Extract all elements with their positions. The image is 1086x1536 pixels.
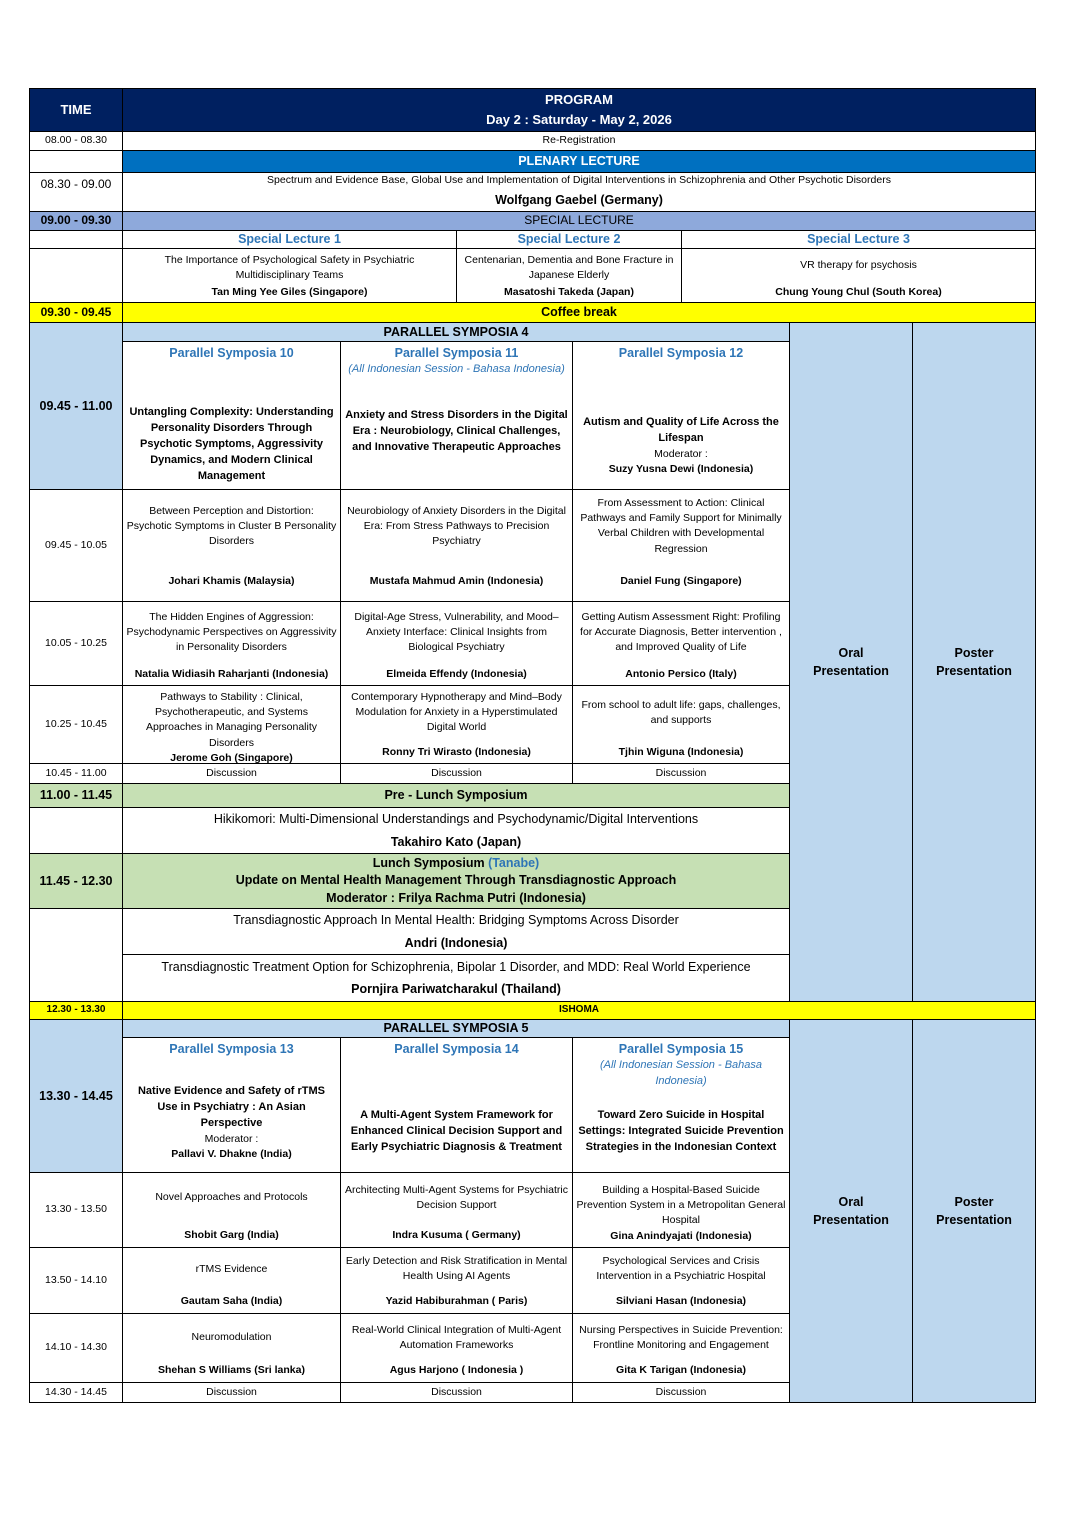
special-lecture-3-name: Special Lecture 3 <box>681 230 1036 249</box>
talk-speaker: Shobit Garg (India) <box>184 1228 279 1241</box>
ishoma-label: ISHOMA <box>122 1001 1036 1020</box>
special-lecture-2-title: Centenarian, Dementia and Bone Fracture in Japanese Elderly <box>464 254 674 282</box>
talk-title: Neurobiology of Anxiety Disorders in the Digital Era: From Stress Pathways to Precision Psychiatry <box>347 505 566 548</box>
ps4-discussion-time: 10.45 - 11.00 <box>29 763 123 784</box>
ps5-session-2 <box>340 1037 573 1173</box>
talk-title: Real-World Clinical Integration of Multi-Agent Automation Frameworks <box>351 1324 562 1352</box>
talk-title: Neuromodulation <box>191 1331 272 1343</box>
time-header-label: TIME <box>60 101 92 117</box>
talk-title: Getting Autism Assessment Right: Profiling for Accurate Diagnosis, Better intervention , and Improved Quality of Life <box>580 611 782 654</box>
ps5-session-1-title: Native Evidence and Safety of rTMS Use in Psychiatry : An Asian Perspective <box>137 1084 326 1129</box>
special-time: 09.00 - 09.30 <box>29 211 123 231</box>
plenary-heading: PLENARY LECTURE <box>122 150 1036 173</box>
special-lecture-2-speaker: Masatoshi Takeda (Japan) <box>504 285 634 298</box>
ps5-slot-2-talk-1 <box>122 1247 341 1314</box>
oral-presentation-2: Oral Presentation <box>789 1019 913 1403</box>
special-lecture-1 <box>122 248 457 303</box>
talk-speaker: Mustafa Mahmud Amin (Indonesia) <box>369 574 544 587</box>
talk-speaker: Agus Harjono ( Indonesia ) <box>389 1363 524 1376</box>
ps4-session-2 <box>340 341 573 490</box>
lunch-time: 11.45 - 12.30 <box>29 853 123 909</box>
coffee-label: Coffee break <box>122 302 1036 323</box>
lunch-subtitle: Update on Mental Health Management Through Transdiagnostic Approach <box>235 873 677 888</box>
prelunch-talk <box>122 807 790 854</box>
ps5-slot-1-talk-3 <box>572 1172 790 1248</box>
program-header <box>122 88 1036 132</box>
ps4-session-3-moderator-label: Moderator : <box>654 447 708 460</box>
ps4-slot-1-talk-3 <box>572 489 790 602</box>
special-lecture-1-name: Special Lecture 1 <box>122 230 457 249</box>
ps5-session-1-moderator: Pallavi V. Dhakne (India) <box>171 1147 292 1160</box>
talk-speaker: Indra Kusuma ( Germany) <box>392 1228 521 1241</box>
talk-title: Early Detection and Risk Stratification in Mental Health Using AI Agents <box>345 1255 568 1283</box>
day-label: Day 2 : Saturday - May 2, 2026 <box>486 112 672 127</box>
ps4-discussion-2: Discussion <box>340 763 573 784</box>
lunch-sponsor: (Tanabe) <box>488 855 540 870</box>
lunch-talks-time <box>29 908 123 1002</box>
special-lecture-3-title: VR therapy for psychosis <box>800 259 917 271</box>
lunch-moderator: Moderator : Frilya Rachma Putri (Indonesia) <box>326 890 586 905</box>
ps5-slot-1-time: 13.30 - 13.50 <box>29 1172 123 1248</box>
special-lecture-1-speaker: Tan Ming Yee Giles (Singapore) <box>211 285 368 298</box>
plenary-time: 08.30 - 09.00 <box>29 172 123 212</box>
ps4-session-1 <box>122 341 341 490</box>
ps5-session-2-name: Parallel Symposia 14 <box>394 1042 519 1056</box>
plenary-cell <box>122 172 1036 212</box>
ps5-slot-3-talk-3 <box>572 1313 790 1383</box>
ps5-time: 13.30 - 14.45 <box>29 1019 123 1173</box>
ps4-slot-1-time: 09.45 - 10.05 <box>29 489 123 602</box>
lunch-talk-2-speaker: Pornjira Pariwatcharakul (Thailand) <box>351 982 561 996</box>
talk-speaker: Gita K Tarigan (Indonesia) <box>616 1363 746 1376</box>
talk-speaker: Silviani Hasan (Indonesia) <box>615 1294 747 1307</box>
poster-presentation-2: Poster Presentation <box>912 1019 1036 1403</box>
talk-title: Architecting Multi-Agent Systems for Psychiatric Decision Support <box>345 1184 568 1212</box>
lunch-talk-1-speaker: Andri (Indonesia) <box>404 935 508 950</box>
ps5-discussion-1: Discussion <box>122 1382 341 1403</box>
ps4-slot-2-time: 10.05 - 10.25 <box>29 601 123 686</box>
ps5-slot-3-talk-1 <box>122 1313 341 1383</box>
ps4-session-3-title: Autism and Quality of Life Across the Lifespan <box>583 415 779 444</box>
talk-title: Novel Approaches and Protocols <box>155 1191 308 1203</box>
special-lecture-2 <box>456 248 682 303</box>
lunch-talk-2-title: Transdiagnostic Treatment Option for Schizophrenia, Bipolar 1 Disorder, and MDD: Real World Experience <box>161 959 751 974</box>
special-talks-time <box>29 248 123 303</box>
poster-presentation-1: Poster Presentation <box>912 322 1036 1002</box>
ps5-heading: PARALLEL SYMPOSIA 5 <box>122 1019 790 1038</box>
talk-title: Between Perception and Distortion: Psychotic Symptoms in Cluster B Personality Disorders <box>126 505 337 548</box>
ps4-session-1-title: Untangling Complexity: Understanding Personality Disorders Through Psychotic Symptoms, Aggressivity Dynamics, and Modern Clinical Management <box>129 406 334 483</box>
prelunch-title: Hikikomori: Multi-Dimensional Understandings and Psychodynamic/Digital Interventions <box>213 812 699 826</box>
talk-title: Pathways to Stability : Clinical, Psychotherapeutic, and Systems Approaches in Managing Personality Disorders <box>145 691 318 749</box>
talk-title: Psychological Services and Crisis Intervention in a Psychiatric Hospital <box>596 1255 766 1283</box>
talk-title: Nursing Perspectives in Suicide Prevention: Frontline Monitoring and Engagement <box>579 1324 783 1352</box>
ps4-slot-3-talk-3 <box>572 685 790 764</box>
talk-title: From school to adult life: gaps, challenges, and supports <box>581 699 781 727</box>
talk-speaker: Ronny Tri Wirasto (Indonesia) <box>382 745 531 758</box>
ps4-session-3-name: Parallel Symposia 12 <box>618 346 744 360</box>
ps4-session-3 <box>572 341 790 490</box>
talk-speaker: Elmeida Effendy (Indonesia) <box>386 667 527 680</box>
ps5-session-3-name: Parallel Symposia 15 <box>618 1042 744 1056</box>
ps4-slot-1-talk-1 <box>122 489 341 602</box>
ps5-discussion-time: 14.30 - 14.45 <box>29 1382 123 1403</box>
prelunch-heading: Pre - Lunch Symposium <box>122 783 790 808</box>
talk-title: The Hidden Engines of Aggression: Psychodynamic Perspectives on Aggressivity in Personality Disorders <box>126 611 337 654</box>
ps4-slot-3-talk-2 <box>340 685 573 764</box>
lunch-talk-1-title: Transdiagnostic Approach In Mental Health: Bridging Symptoms Across Disorder <box>233 913 679 927</box>
plenary-speaker: Wolfgang Gaebel (Germany) <box>495 193 663 208</box>
ps5-slot-2-talk-2 <box>340 1247 573 1314</box>
special-lecture-2-name: Special Lecture 2 <box>456 230 682 249</box>
ps5-session-1-name: Parallel Symposia 13 <box>169 1042 294 1056</box>
ps5-discussion-2: Discussion <box>340 1382 573 1403</box>
reg-time: 08.00 - 08.30 <box>29 131 123 151</box>
talk-title: Building a Hospital-Based Suicide Prevention System in a Metropolitan General Hospital <box>576 1184 786 1227</box>
talk-speaker: Tjhin Wiguna (Indonesia) <box>618 745 744 758</box>
talk-title: Digital-Age Stress, Vulnerability, and Mood–Anxiety Interface: Clinical Insights from Biological Psychiatry <box>354 611 559 654</box>
ps5-slot-1-talk-2 <box>340 1172 573 1248</box>
plenary-heading-time <box>29 150 123 173</box>
talk-speaker: Jerome Goh (Singapore) <box>170 751 293 764</box>
plenary-title: Spectrum and Evidence Base, Global Use and Implementation of Digital Interventions in Schizophrenia and Other Psychotic Disorders <box>267 174 891 187</box>
talk-speaker: Johari Khamis (Malaysia) <box>168 574 295 587</box>
ps4-session-1-name: Parallel Symposia 10 <box>169 346 294 360</box>
ps5-slot-3-talk-2 <box>340 1313 573 1383</box>
ps4-session-3-moderator: Suzy Yusna Dewi (Indonesia) <box>608 462 754 475</box>
special-lecture-3-speaker: Chung Young Chul (South Korea) <box>775 285 942 298</box>
ps5-slot-2-time: 13.50 - 14.10 <box>29 1247 123 1314</box>
ps5-session-1-moderator-label: Moderator : <box>204 1132 259 1145</box>
talk-speaker: Natalia Widiasih Raharjanti (Indonesia) <box>134 667 329 680</box>
talk-speaker: Yazid Habiburahman ( Paris) <box>385 1294 528 1307</box>
ps4-discussion-1: Discussion <box>122 763 341 784</box>
lunch-talk-2 <box>122 954 790 1002</box>
ps4-slot-3-talk-1 <box>122 685 341 764</box>
special-names-time <box>29 230 123 249</box>
ps4-slot-2-talk-2 <box>340 601 573 686</box>
ps5-session-2-title: A Multi-Agent System Framework for Enhanced Clinical Decision Support and Early Psychiatric Diagnosis & Treatment <box>350 1109 563 1154</box>
ishoma-time: 12.30 - 13.30 <box>29 1001 123 1020</box>
coffee-time: 09.30 - 09.45 <box>29 302 123 323</box>
ps4-time: 09.45 - 11.00 <box>29 322 123 490</box>
lunch-talk-1 <box>122 908 790 955</box>
talk-speaker: Gautam Saha (India) <box>180 1294 283 1307</box>
special-lecture-3 <box>681 248 1036 303</box>
time-header <box>29 88 123 132</box>
talk-speaker: Daniel Fung (Singapore) <box>620 574 742 587</box>
ps5-session-3 <box>572 1037 790 1173</box>
talk-title: From Assessment to Action: Clinical Pathways and Family Support for Minimally Verbal Children with Developmental Regression <box>580 497 782 555</box>
ps4-slot-3-time: 10.25 - 10.45 <box>29 685 123 764</box>
special-heading: SPECIAL LECTURE <box>122 211 1036 231</box>
ps5-session-3-title: Toward Zero Suicide in Hospital Settings: Integrated Suicide Prevention Strategies in the Indonesian Context <box>578 1109 784 1154</box>
special-lecture-1-title: The Importance of Psychological Safety in Psychiatric Multidisciplinary Teams <box>164 254 415 282</box>
talk-speaker: Gina Anindyajati (Indonesia) <box>610 1229 752 1242</box>
ps5-session-3-note: (All Indonesian Session - Bahasa Indonesia) <box>599 1059 763 1088</box>
prelunch-speaker: Takahiro Kato (Japan) <box>390 834 522 849</box>
ps4-session-2-title: Anxiety and Stress Disorders in the Digital Era : Neurobiology, Clinical Challenges, and Innovative Therapeutic Approaches <box>345 408 568 453</box>
ps4-slot-2-talk-1 <box>122 601 341 686</box>
reg-label: Re-Registration <box>122 131 1036 151</box>
talk-speaker: Antonio Persico (Italy) <box>625 667 737 680</box>
oral-presentation-1: Oral Presentation <box>789 322 913 1002</box>
ps5-session-1 <box>122 1037 341 1173</box>
ps5-slot-2-talk-3 <box>572 1247 790 1314</box>
lunch-heading-label: Lunch Symposium <box>372 855 485 870</box>
ps5-slot-1-talk-1 <box>122 1172 341 1248</box>
ps4-slot-1-talk-2 <box>340 489 573 602</box>
talk-title: Contemporary Hypnotherapy and Mind–Body Modulation for Anxiety in a Hyperstimulated Digital World <box>351 691 562 734</box>
prelunch-time-blank <box>29 807 123 854</box>
ps4-session-2-note: (All Indonesian Session - Bahasa Indonesia) <box>348 363 565 376</box>
prelunch-time: 11.00 - 11.45 <box>29 783 123 808</box>
talk-title: rTMS Evidence <box>195 1263 268 1275</box>
ps4-discussion-3: Discussion <box>572 763 790 784</box>
ps4-slot-2-talk-3 <box>572 601 790 686</box>
talk-speaker: Shehan S Williams (Sri lanka) <box>158 1363 305 1376</box>
lunch-heading <box>122 853 790 909</box>
ps5-slot-3-time: 14.10 - 14.30 <box>29 1313 123 1383</box>
program-label: PROGRAM <box>545 91 613 107</box>
ps4-session-2-name: Parallel Symposia 11 <box>394 346 519 360</box>
ps5-discussion-3: Discussion <box>572 1382 790 1403</box>
ps4-heading: PARALLEL SYMPOSIA 4 <box>122 322 790 342</box>
